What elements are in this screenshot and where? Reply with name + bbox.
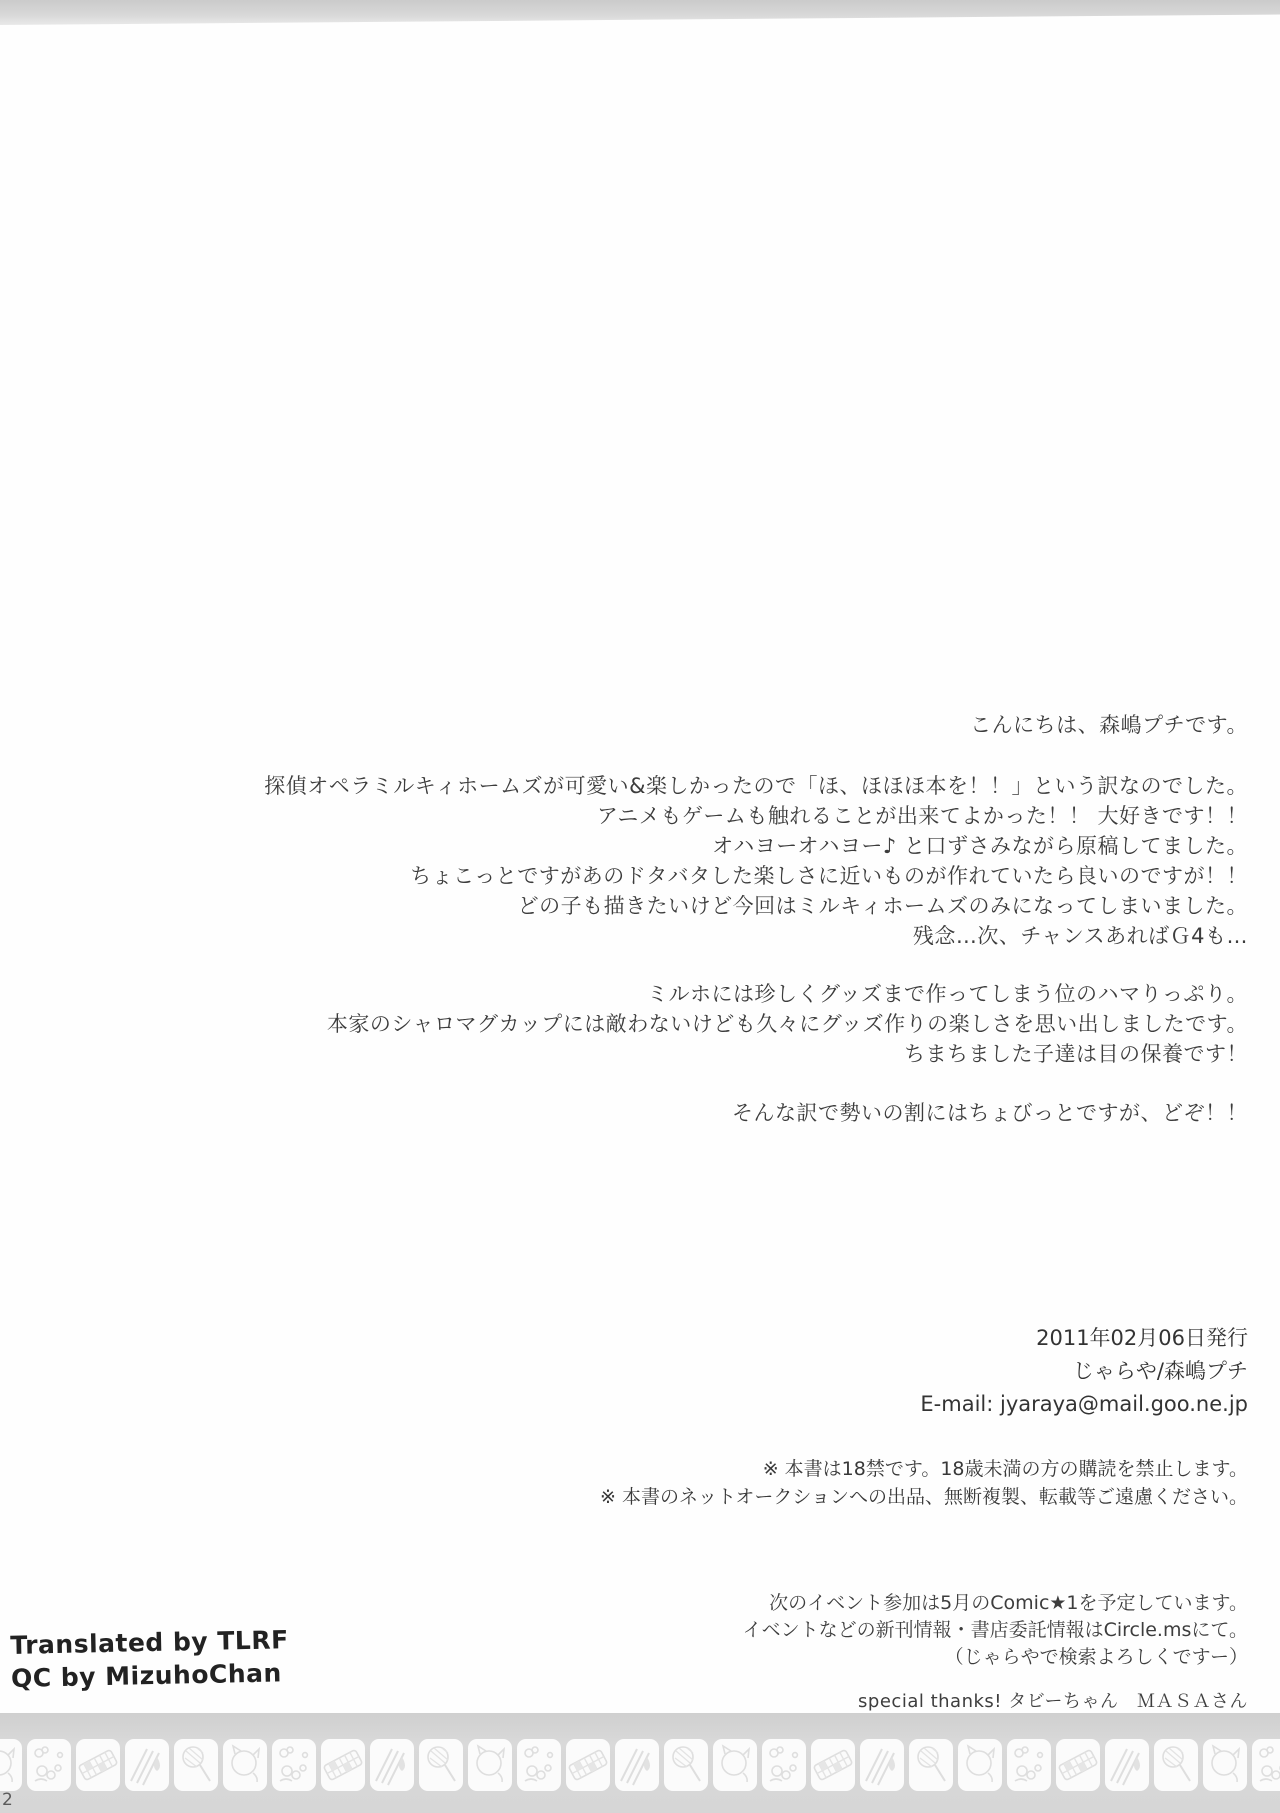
flower-doodle-icon (762, 1739, 806, 1791)
lattice-magnifier-icon (419, 1739, 463, 1791)
publish-date: 2011年02月06日発行 (1036, 1326, 1248, 1350)
flower-doodle-icon (517, 1739, 561, 1791)
lattice-magnifier-icon (664, 1739, 708, 1791)
letter-line: 本家のシャロマグカップには敵わないけども久々にグッズ作りの楽しさを思い出しましたです。 (326, 1012, 1248, 1036)
notice-line: ※ 本書は18禁です。18歳未満の方の購読を禁止します。 (762, 1458, 1248, 1480)
letter-line: こんにちは、森嶋プチです。 (970, 713, 1248, 737)
event-line: （じゃらやで検索よろしくですー） (944, 1646, 1248, 1668)
cat-circle-icon (0, 1739, 22, 1791)
special-thanks-text: special thanks! タビーちゃん ＭＡＳＡさん (858, 1691, 1248, 1712)
cat-circle-icon (468, 1739, 512, 1791)
flower-doodle-icon (27, 1739, 71, 1791)
stripes-drop-icon (860, 1739, 904, 1791)
circle-author: じゃらや/森嶋プチ (1072, 1359, 1248, 1383)
letter-line: 残念…次、チャンスあればＧ4も… (912, 924, 1248, 948)
letter-line: そんな訳で勢いの割にはちょびっとですが、どぞ！！ (732, 1101, 1248, 1125)
footer-pattern-strip (0, 1713, 1280, 1813)
letter-line: オハヨーオハヨー♪ と口ずさみながら原稿してました。 (712, 834, 1248, 858)
letter-line: ミルホには珍しくグッズまで作ってしまう位のハマりっぷり。 (647, 982, 1248, 1006)
footer-tile-row (0, 1739, 1280, 1791)
flower-doodle-icon (1252, 1739, 1280, 1791)
closing-line (732, 1098, 1248, 1128)
letter-line: ちょこっとですがあのドタバタした楽しさに近いものが作れていたら良いのですが！！ (410, 864, 1248, 888)
translator-credits (10, 1623, 290, 1695)
checkered-ribbon-icon (76, 1739, 120, 1791)
stripes-drop-icon (1105, 1739, 1149, 1791)
letter-paragraph-1 (264, 771, 1248, 951)
stripes-drop-icon (370, 1739, 414, 1791)
letter-line: アニメもゲームも触れることが出来てよかった！！ 大好きです！！ (596, 804, 1248, 828)
flower-doodle-icon (272, 1739, 316, 1791)
cat-circle-icon (713, 1739, 757, 1791)
lattice-magnifier-icon (1154, 1739, 1198, 1791)
page-number: 2 (2, 1790, 13, 1810)
special-thanks-line (858, 1687, 1248, 1713)
colophon-block (920, 1322, 1248, 1421)
cat-circle-icon (223, 1739, 267, 1791)
scan-artifact-top-band (0, 0, 1280, 25)
contact-email: E-mail: jyaraya@mail.goo.ne.jp (920, 1392, 1248, 1416)
lattice-magnifier-icon (909, 1739, 953, 1791)
translated-by-line: Translated by TLRF (10, 1625, 289, 1660)
notice-line: ※ 本書のネットオークションへの出品、無断複製、転載等ご遠慮ください。 (599, 1486, 1248, 1508)
lattice-magnifier-icon (174, 1739, 218, 1791)
greeting-line (970, 710, 1248, 740)
flower-doodle-icon (1007, 1739, 1051, 1791)
letter-paragraph-2 (327, 979, 1248, 1069)
letter-line: ちまちました子達は目の保養です！ (904, 1042, 1248, 1066)
checkered-ribbon-icon (566, 1739, 610, 1791)
legal-notices (600, 1455, 1248, 1511)
stripes-drop-icon (125, 1739, 169, 1791)
qc-by-line: QC by MizuhoChan (10, 1658, 283, 1693)
cat-circle-icon (1203, 1739, 1247, 1791)
checkered-ribbon-icon (1056, 1739, 1100, 1791)
event-line: 次のイベント参加は5月のComic★1を予定しています。 (769, 1592, 1248, 1614)
event-info-block (743, 1590, 1248, 1671)
letter-line: 探偵オペラミルキィホームズが可愛い&楽しかったので「ほ、ほほほ本を！！」という訳なのでした。 (264, 774, 1248, 798)
cat-circle-icon (958, 1739, 1002, 1791)
checkered-ribbon-icon (811, 1739, 855, 1791)
stripes-drop-icon (615, 1739, 659, 1791)
letter-line: どの子も描きたいけど今回はミルキィホームズのみになってしまいました。 (517, 894, 1248, 918)
event-line: イベントなどの新刊情報・書店委託情報はCircle.msにて。 (742, 1619, 1248, 1641)
checkered-ribbon-icon (321, 1739, 365, 1791)
